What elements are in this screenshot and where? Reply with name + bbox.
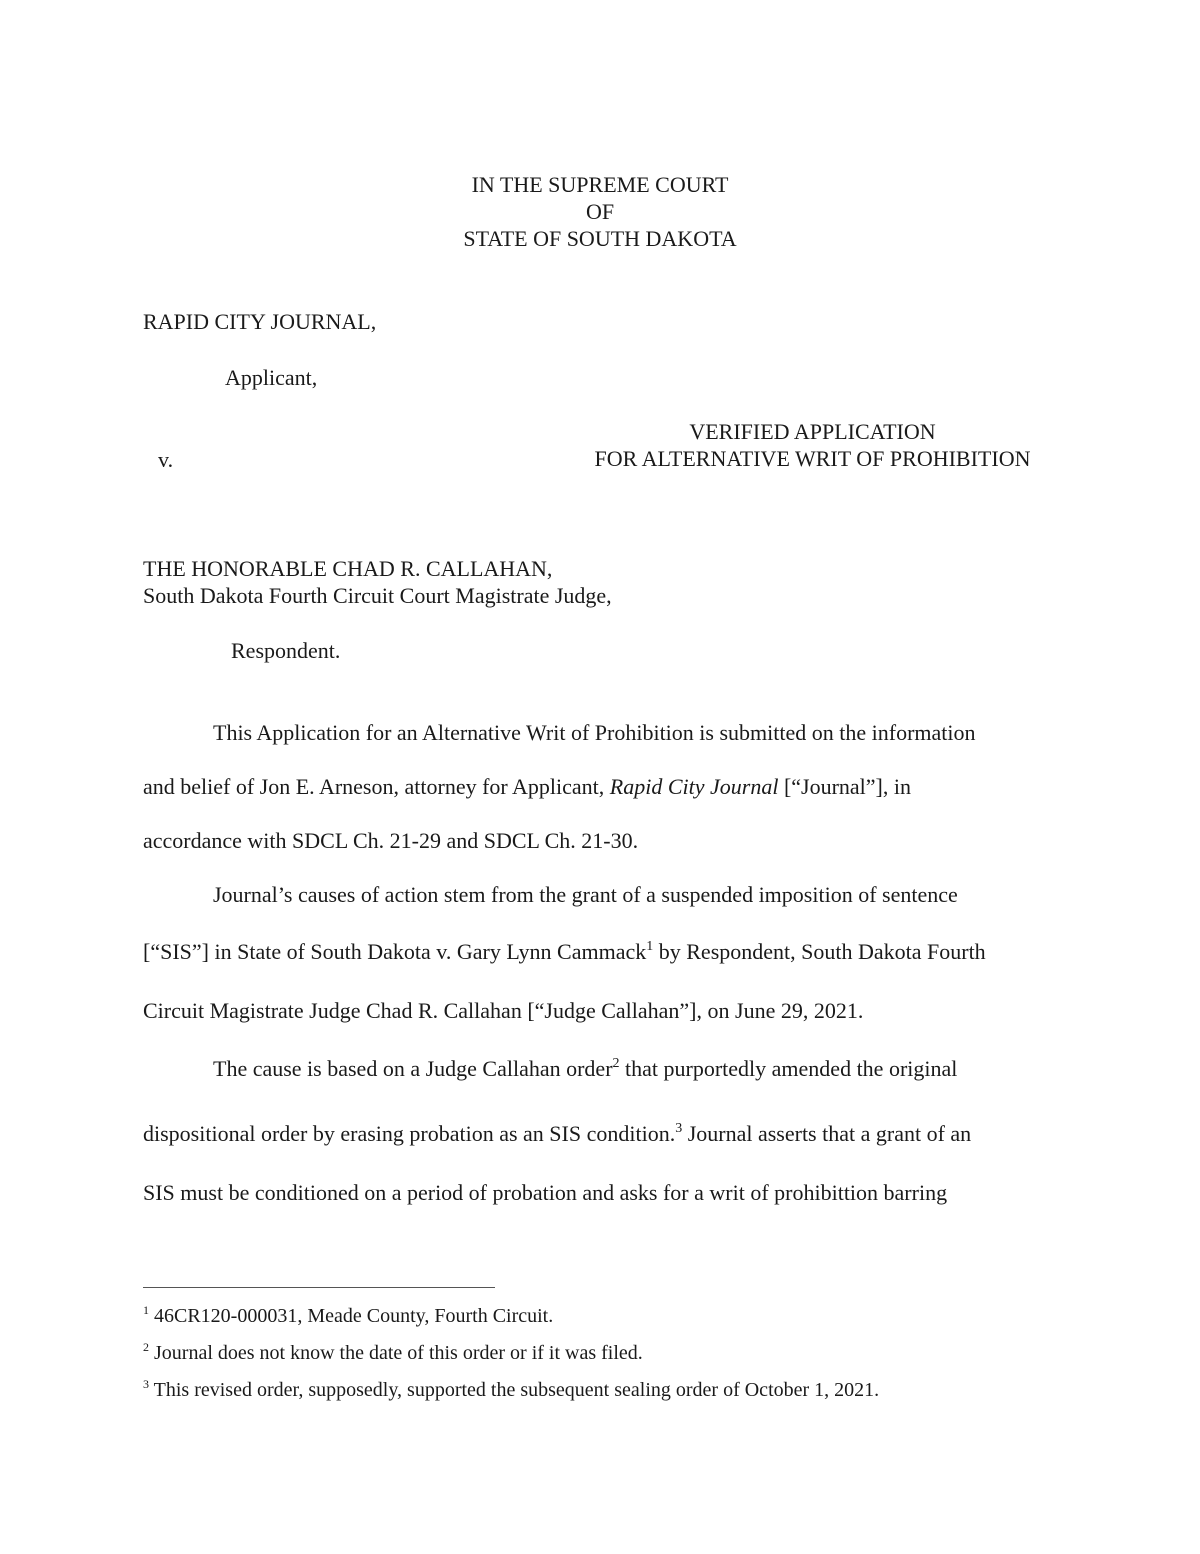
paragraph-3-line-2 [143, 1123, 971, 1145]
paragraph-1-line-2 [143, 776, 911, 798]
paragraph-2-line-2 [143, 941, 986, 963]
respondent-title: South Dakota Fourth Circuit Court Magistrate Judge, [143, 583, 612, 608]
footnote-3 [143, 1377, 880, 1401]
footnote-ref-3[interactable]: 3 [675, 1121, 683, 1136]
paragraph-1-line-1: This Application for an Alternative Writ of Prohibition is submitted on the information [213, 720, 976, 745]
footnote-number: 2 [143, 1340, 149, 1354]
court-header-line-2: OF [585, 199, 615, 224]
footnote-ref-2[interactable]: 2 [612, 1056, 620, 1071]
footnote-text: Journal does not know the date of this order or if it was filed. [149, 1342, 643, 1364]
footnote-text: 46CR120-000031, Meade County, Fourth Circuit. [149, 1305, 554, 1327]
text-run: by Respondent, South Dakota Fourth [653, 939, 986, 964]
footnote-1 [143, 1303, 554, 1327]
footnote-2 [143, 1340, 643, 1364]
document-title-line-2: FOR ALTERNATIVE WRIT OF PROHIBITION [594, 446, 1031, 471]
paragraph-1-line-3: accordance with SDCL Ch. 21-29 and SDCL Ch. 21-30. [143, 828, 639, 853]
text-run: that purportedly amended the original [619, 1056, 958, 1081]
document-title-line-1: VERIFIED APPLICATION [689, 419, 936, 444]
text-run: dispositional order by erasing probation as an SIS condition. [143, 1121, 676, 1146]
paragraph-2-line-1: Journal’s causes of action stem from the grant of a suspended imposition of sentence [213, 882, 958, 907]
respondent-role: Respondent. [231, 638, 341, 663]
footnote-number: 3 [143, 1377, 149, 1391]
text-run: and belief of Jon E. Arneson, attorney for Applicant, [143, 774, 610, 799]
text-run: [“Journal”], in [778, 774, 911, 799]
text-run: The cause is based on a Judge Callahan order [213, 1056, 613, 1081]
italic-party-name: Rapid City Journal [609, 774, 779, 799]
footnote-ref-1[interactable]: 1 [646, 939, 654, 954]
text-run: [“SIS”] in State of South Dakota v. Gary Lynn Cammack [143, 939, 647, 964]
applicant-role: Applicant, [225, 365, 318, 390]
court-header-line-1: IN THE SUPREME COURT [471, 172, 729, 197]
text-run: Journal asserts that a grant of an [682, 1121, 972, 1146]
footnote-separator [143, 1287, 495, 1288]
respondent-name: THE HONORABLE CHAD R. CALLAHAN, [143, 556, 553, 581]
court-header-line-3: STATE OF SOUTH DAKOTA [463, 226, 737, 251]
paragraph-2-line-3: Circuit Magistrate Judge Chad R. Callahan [“Judge Callahan”], on June 29, 2021. [143, 998, 864, 1023]
footnote-text: This revised order, supposedly, supported the subsequent sealing order of October 1, 2021. [149, 1379, 880, 1401]
footnote-number: 1 [143, 1303, 149, 1317]
versus: v. [158, 447, 174, 472]
applicant-name: RAPID CITY JOURNAL, [143, 309, 377, 334]
paragraph-3-line-3: SIS must be conditioned on a period of probation and asks for a writ of prohibittion barring [143, 1180, 948, 1205]
paragraph-3-line-1 [213, 1058, 957, 1080]
